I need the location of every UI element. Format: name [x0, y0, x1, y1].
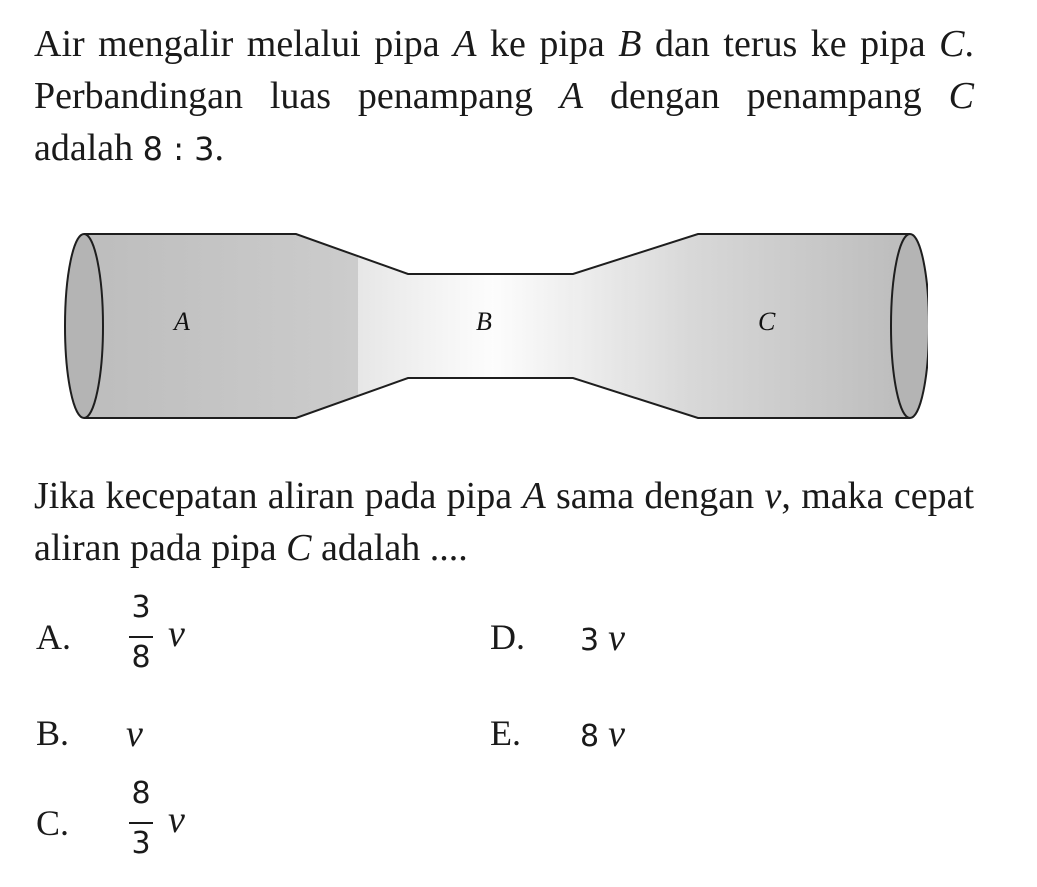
intro-text: .: [214, 127, 224, 169]
area-ratio: 8 : 3: [142, 130, 215, 168]
option-e-value: [580, 712, 625, 756]
velocity-symbol: v: [608, 713, 625, 755]
pipe-c-ref: C: [286, 527, 312, 569]
intro-text: Air mengalir melalui pipa: [34, 23, 454, 65]
pipe-b-label: B: [476, 307, 492, 336]
intro-text: . Perbandingan luas penampang: [34, 23, 974, 117]
intro-text: dengan penampang: [583, 75, 949, 117]
coefficient: 8: [580, 719, 600, 754]
velocity-symbol: v: [608, 617, 625, 659]
pipe-a-ref: A: [522, 475, 546, 517]
pipe-diagram: [58, 222, 928, 432]
fraction-numerator: 8: [131, 776, 151, 811]
pipe-c-ref: C: [939, 23, 965, 65]
pipe-a-ref: A: [559, 75, 584, 117]
intro-text: dan terus ke pipa: [641, 23, 940, 65]
option-d[interactable]: [490, 616, 890, 666]
option-letter: C.: [36, 803, 70, 843]
velocity-symbol: v: [168, 799, 185, 841]
option-a[interactable]: [36, 590, 436, 700]
prompt-text: Jika kecepatan aliran pada pipa: [34, 475, 523, 517]
fraction-numerator: 3: [131, 590, 151, 625]
fraction-bar: [129, 636, 153, 638]
option-letter: E.: [490, 713, 521, 753]
option-b-value: [126, 712, 143, 756]
fraction-bar: [129, 822, 153, 824]
coefficient: 3: [580, 623, 600, 658]
option-b[interactable]: [36, 712, 436, 762]
prompt-text: , maka cepat aliran pada pipa: [34, 475, 974, 569]
velocity-symbol: v: [126, 713, 143, 755]
prompt-text: sama dengan: [545, 475, 765, 517]
pipe-a-label: A: [174, 307, 190, 336]
pipe-c-label: C: [758, 307, 776, 336]
velocity-symbol: v: [168, 613, 185, 655]
velocity-symbol: v: [764, 475, 782, 517]
pipe-a-ref: A: [453, 23, 477, 65]
option-c[interactable]: [36, 776, 436, 886]
pipe-c-opening: [891, 234, 928, 418]
option-e[interactable]: [490, 712, 890, 762]
intro-text: adalah: [34, 127, 143, 169]
pipe-c-ref: C: [948, 75, 974, 117]
pipe-b-ref: B: [618, 23, 642, 65]
fraction-denominator: 3: [131, 826, 151, 861]
option-letter: B.: [36, 713, 70, 753]
option-d-value: [580, 616, 625, 660]
question-intro: [34, 18, 974, 175]
pipe-section-b-fill: [358, 256, 628, 396]
option-letter: D.: [490, 617, 525, 657]
pipe-a-opening: [65, 234, 103, 418]
prompt-text: adalah ....: [311, 527, 468, 569]
option-letter: A.: [36, 617, 71, 657]
intro-text: ke pipa: [476, 23, 619, 65]
question-prompt: [34, 470, 974, 574]
fraction-denominator: 8: [131, 640, 151, 675]
